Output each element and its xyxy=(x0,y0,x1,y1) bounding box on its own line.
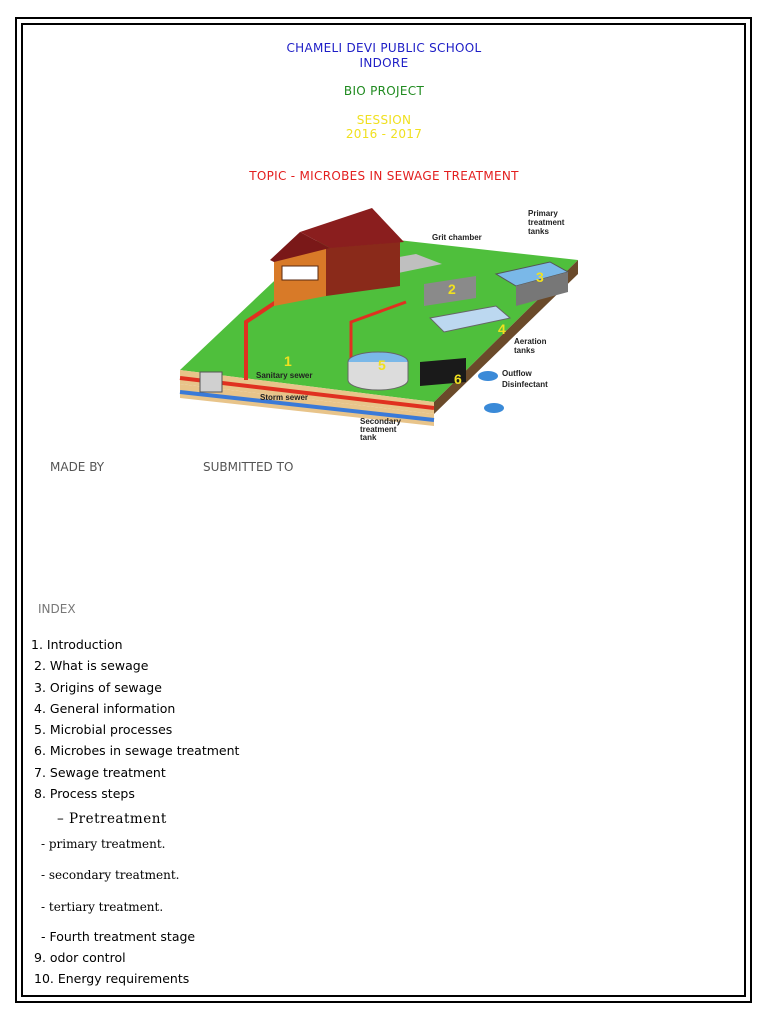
step-number-2: 2 xyxy=(448,281,456,297)
label-primary-3: tanks xyxy=(528,227,549,236)
project-title: BIO PROJECT xyxy=(343,84,425,98)
label-storm-sewer: Storm sewer xyxy=(260,393,309,402)
utility-box xyxy=(200,372,222,392)
index-subitem: - Fourth treatment stage xyxy=(41,929,196,944)
label-aeration-2: tanks xyxy=(514,346,535,355)
label-disinfectant: Disinfectant xyxy=(502,380,548,389)
index-item: 1. Introduction xyxy=(31,637,123,652)
made-by-label: MADE BY xyxy=(50,460,105,474)
label-secondary-3: tank xyxy=(360,433,377,442)
index-item: 4. General information xyxy=(34,701,176,716)
index-subitem: – Pretreatment xyxy=(57,811,167,827)
index-item: 7. Sewage treatment xyxy=(34,765,166,780)
label-primary-2: treatment xyxy=(528,218,565,227)
school-city: INDORE xyxy=(359,56,409,70)
session-label: SESSION xyxy=(356,113,412,127)
label-secondary-2: treatment xyxy=(360,425,397,434)
label-primary-1: Primary xyxy=(528,209,558,218)
step-number-3: 3 xyxy=(536,269,544,285)
index-item: 2. What is sewage xyxy=(34,658,149,673)
index-item: 6. Microbes in sewage treatment xyxy=(34,743,240,758)
label-aeration-1: Aeration xyxy=(514,337,547,346)
index-item: 8. Process steps xyxy=(34,786,135,801)
submitted-to-label: SUBMITTED TO xyxy=(203,460,294,474)
topic-title: TOPIC - MICROBES IN SEWAGE TREATMENT xyxy=(249,169,519,183)
index-item: 10. Energy requirements xyxy=(34,971,190,986)
index-item: 5. Microbial processes xyxy=(34,722,173,737)
step-number-1: 1 xyxy=(284,353,292,369)
session-years: 2016 - 2017 xyxy=(345,127,423,141)
outflow-water xyxy=(478,371,498,381)
sewage-treatment-diagram xyxy=(176,202,596,442)
index-subitem: - tertiary treatment. xyxy=(41,900,164,914)
label-sanitary-sewer: Sanitary sewer xyxy=(256,371,313,380)
house-window xyxy=(282,266,318,280)
label-outflow: Outflow xyxy=(502,369,532,378)
step-number-4: 4 xyxy=(498,321,506,337)
index-subitem: - primary treatment. xyxy=(41,837,166,851)
storm-outflow-water xyxy=(484,403,504,413)
step-number-6: 6 xyxy=(454,371,462,387)
label-grit-chamber: Grit chamber xyxy=(432,233,482,242)
label-secondary-1: Secondary xyxy=(360,417,401,426)
school-name: CHAMELI DEVI PUBLIC SCHOOL xyxy=(286,41,482,55)
index-item: 3. Origins of sewage xyxy=(34,680,162,695)
index-heading: INDEX xyxy=(38,602,76,616)
step-number-5: 5 xyxy=(378,357,386,373)
index-item: 9. odor control xyxy=(34,950,126,965)
index-subitem: - secondary treatment. xyxy=(41,868,180,882)
